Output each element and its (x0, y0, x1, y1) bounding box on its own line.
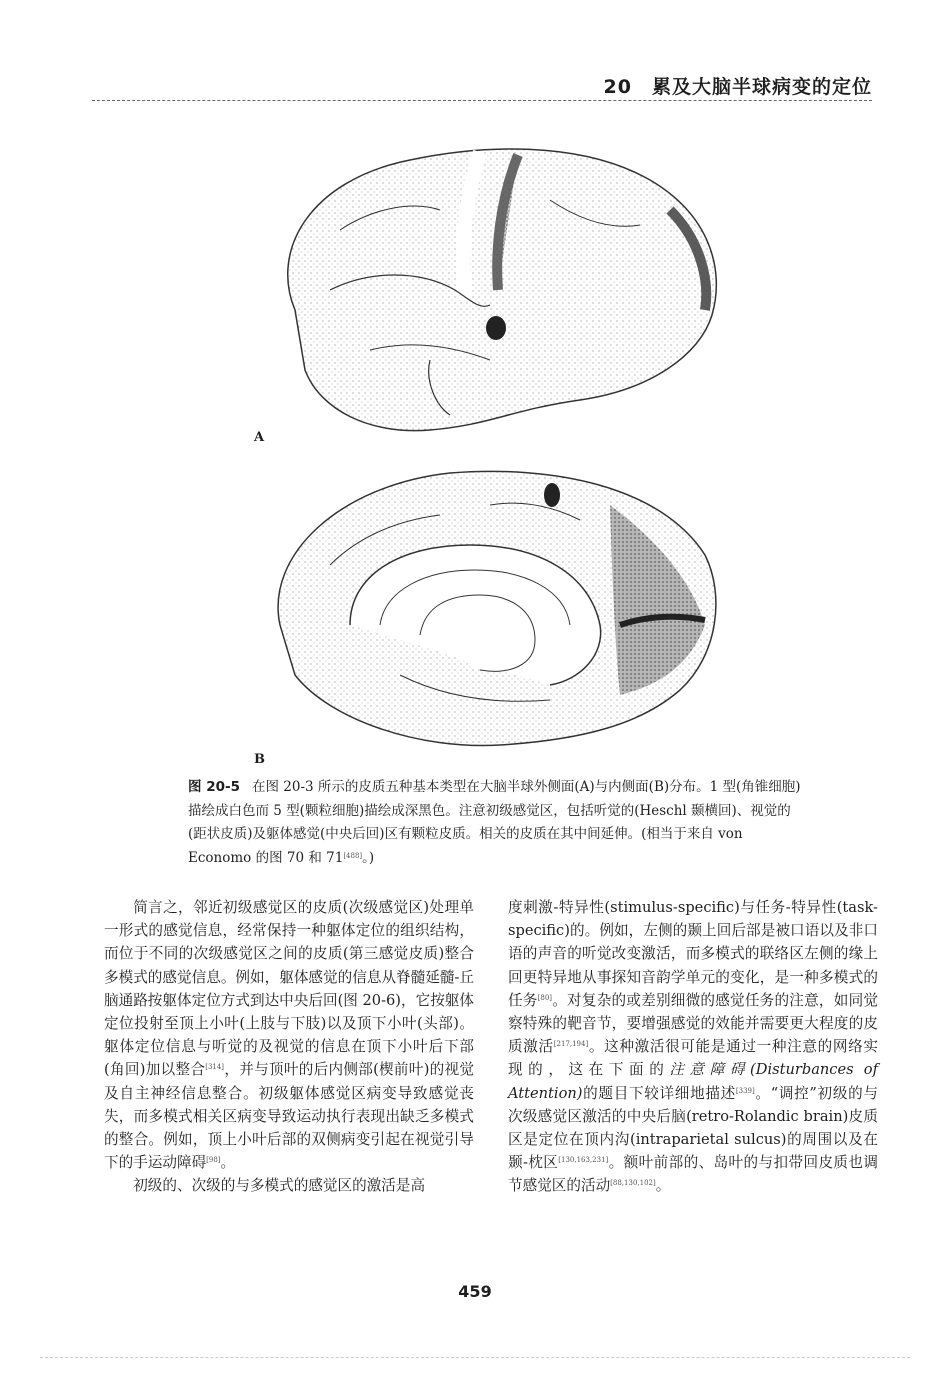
citation: [339] (735, 1086, 755, 1095)
right-column (508, 896, 878, 1198)
text-run: ，并与顶叶的后内侧部(楔前叶)的视觉及自主神经信息整合。初级躯体感觉区病变导致感觉丧失，而多模式相关区病变导致运动执行表现出缺乏多模式的整合。例如，顶上小叶后部的双侧病变引起在视觉引导下的手运动障碍 (104, 1061, 475, 1172)
brain-lateral-illustration (250, 140, 730, 440)
header-rule (92, 100, 872, 101)
text-run: 简言之，邻近初级感觉区的皮质(次级感觉区)处理单一形式的感觉信息，经常保持一种躯体定位的组织结构，而位于不同的次级感觉区之间的皮质(第三感觉皮质)整合多模式的感觉信息。例如，躯体感觉的信息从脊髓延髓-丘脑通路按躯体定位方式到达中央后回(图 20-6)，它按躯体定位投射至顶上小叶(上肢与下肢)以及顶下小叶(头部)。躯体定位信息与听觉的及视觉的信息在顶下小叶后下部(角回)加以整合 (104, 899, 474, 1079)
caption-label: 图 20-5 (188, 779, 240, 795)
citation: [130,163,231] (558, 1156, 609, 1165)
text-run: 。 (220, 1154, 236, 1172)
footer-rule (40, 1357, 910, 1358)
caption-end: 。) (362, 849, 375, 866)
text-run: 。对复杂的或差别细微的感觉任务的注意，如同觉察特殊的靶音节，要增强感觉的效能并需要更大程度的皮质激活 (508, 991, 878, 1056)
citation: [98] (206, 1156, 221, 1165)
figure-caption (188, 776, 808, 870)
page-number: 459 (458, 1282, 492, 1301)
citation: [488] (343, 851, 363, 860)
paragraph: 初级的、次级的与多模式的感觉区的激活是高 (133, 1177, 426, 1195)
citation: [314] (205, 1063, 225, 1072)
citation: [80] (537, 993, 553, 1002)
paragraph (104, 896, 474, 1174)
italic-heading-ref: 注意障碍(Disturbances of Attention) (508, 1061, 878, 1102)
citation: [88,130,102] (610, 1179, 656, 1188)
text-run: 。这种激活很可能是通过一种注意的网络实现的，这在下面的 (508, 1038, 878, 1079)
left-column (104, 896, 474, 1198)
citation: [217,194] (553, 1040, 589, 1049)
paragraph (508, 896, 878, 1198)
running-header (92, 70, 872, 100)
brain-figure (250, 140, 730, 770)
text-run: 的题目下较详细地描述 (582, 1084, 736, 1102)
brain-medial-illustration (250, 465, 730, 755)
text-run: 。 (655, 1177, 671, 1195)
caption-text: 在图 20-3 所示的皮质五种基本类型在大脑半球外侧面(A)与内侧面(B)分布。1 型(角锥细胞)描绘成白色而 5 型(颗粒细胞)描绘成深黑色。注意初级感觉区，包括听觉的(Heschl 颞横回)、视觉的(距状皮质)及躯体感觉(中央后回)区有颗粒皮质。相关的皮质在其中间延伸。(相当于来自 von Economo 的图 70 和 71 (188, 779, 801, 866)
text-run: 度刺激-特异性(stimulus-specific)与任务-特异性(task-specific)的。例如，左侧的颞上回后部是被口语以及非口语的声音的听觉改变激活，而多模式的联络区左侧的缘上回更特异地从事探知音韵学单元的变化，是一种多模式的任务 (508, 899, 878, 1009)
panel-b-label: B (254, 752, 265, 767)
text-run: 。“调控”初级的与次级感觉区激活的中央后脑(retro-Rolandic brain)皮质区是定位在顶内沟(intraparietal sulcus)的周围以及在颞-枕区 (508, 1084, 878, 1172)
chapter-title: 20 累及大脑半球病变的定位 (603, 76, 872, 98)
text-run: 。额叶前部的、岛叶的与扣带回皮质也调节感觉区的活动 (508, 1154, 878, 1195)
panel-a-label: A (254, 430, 265, 445)
